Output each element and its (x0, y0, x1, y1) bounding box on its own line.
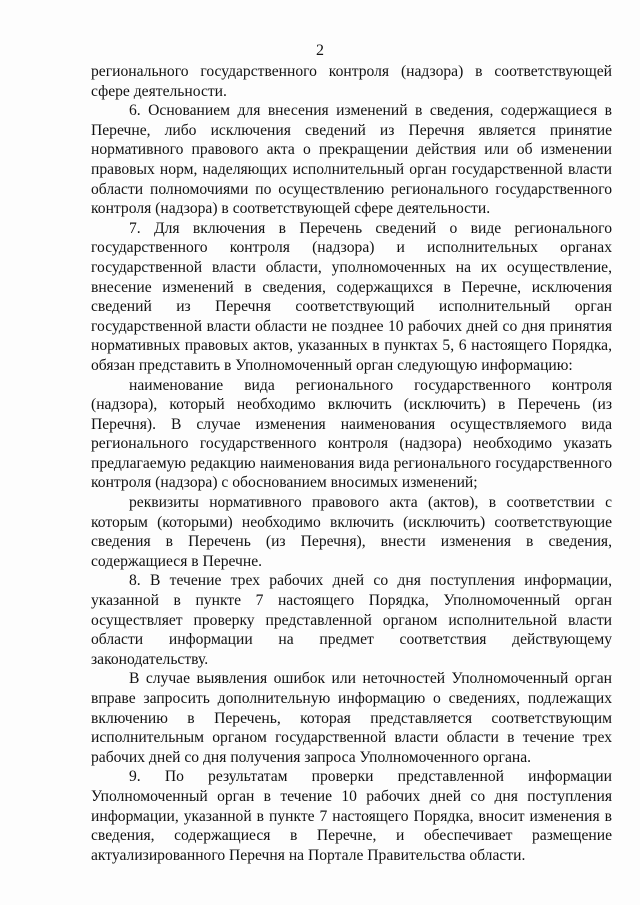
paragraph-item-7-name: наименование вида регионального государственного контроля (надзора), который необходимо включить (исключить) в Перечень (из Перечня). В случае изменения наименования осуществляемого вида регионального государственного контроля (надзора) необходимо указать предлагаемую редакцию наименования вида регионального государственного контроля (надзора) с обоснованием вносимых изменений; (91, 376, 612, 492)
paragraph-item-8-errors: В случае выявления ошибок или неточностей Уполномоченный орган вправе запросить дополнительную информацию о сведениях, подлежащих включению в Перечень, которая представляется соответствующим исполнительным органом государственной власти области в течение трех рабочих дней со дня получения запроса Уполномоченного органа. (91, 670, 612, 766)
paragraph-item-9: 9. По результатам проверки представленной информации Уполномоченный орган в течение 10 рабочих дней со дня поступления информации, указанной в пункте 7 настоящего Порядка, вносит изменения в сведения, содержащиеся в Перечне, и обеспечивает размещение актуализированного Перечня на Портале Правительства области. (91, 768, 612, 864)
paragraph-item-7-requisites: реквизиты нормативного правового акта (актов), в соответствии с которым (которыми) необходимо включить (исключить) соответствующие сведения в Перечень (из Перечня), внести изменения в сведения, содержащиеся в Перечне. (91, 494, 612, 570)
paragraph-item-6: 6. Основанием для внесения изменений в сведения, содержащиеся в Перечне, либо исключения сведений из Перечня является принятие нормативного правового акта о прекращении действия или об изменении правовых норм, наделяющих исполнительный орган государственной власти области полномочиями по осуществлению регионального государственного контроля (надзора) в соответствующей сфере деятельности. (91, 102, 612, 218)
paragraph-item-7: 7. Для включения в Перечень сведений о виде регионального государственного контроля (надзора) и исполнительных органах государственной власти области, уполномоченных на их осуществление, внесение изменений в сведения, содержащихся в Перечне, исключения сведений из Перечня соответствующий исполнительный орган государственной власти области не позднее 10 рабочих дней со дня принятия нормативных правовых актов, указанных в пунктах 5, 6 настоящего Порядка, обязан представить в Уполномоченный орган следующую информацию: (91, 219, 612, 374)
document-body (91, 62, 612, 865)
page-number: 2 (316, 42, 324, 59)
paragraph-item-8: 8. В течение трех рабочих дней со дня поступления информации, указанной в пункте 7 настоящего Порядка, Уполномоченный орган осуществляет проверку представленной органом исполнительной власти области информации на предмет соответствия действующему законодательству. (91, 572, 612, 668)
paragraph-1: регионального государственного контроля (надзора) в соответствующей сфере деятельности. (91, 63, 612, 100)
